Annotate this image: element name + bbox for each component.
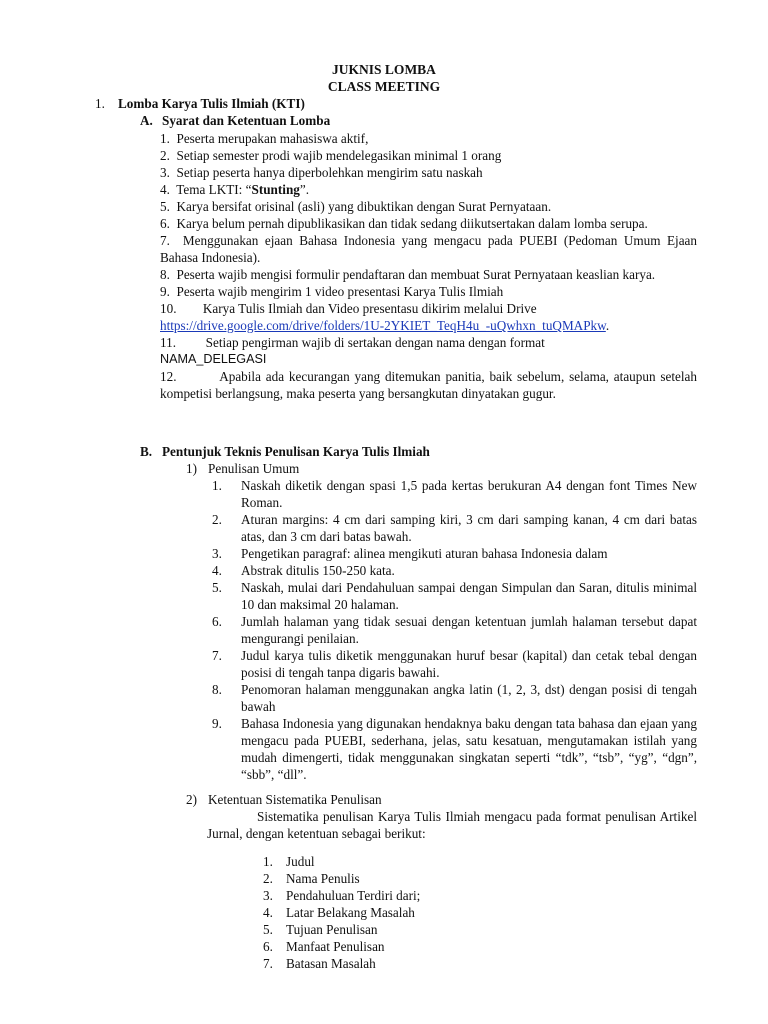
list-item xyxy=(263,904,563,921)
list-item xyxy=(212,647,697,681)
item-number: 8. xyxy=(160,267,170,282)
list-item xyxy=(212,562,697,579)
item-text: Latar Belakang Masalah xyxy=(286,905,415,920)
list-item xyxy=(160,181,697,198)
item-text: Nama Penulis xyxy=(286,871,360,886)
item-text: Menggunakan ejaan Bahasa Indonesia yang mengacu pada PUEBI (Pedoman Umum Ejaan Bahasa Indonesia). xyxy=(160,233,697,265)
section-b-title: Pentunjuk Teknis Penulisan Karya Tulis Ilmiah xyxy=(162,444,430,459)
list-item xyxy=(263,870,563,887)
list-item xyxy=(263,887,563,904)
list-item xyxy=(160,147,697,164)
list-item xyxy=(160,232,697,266)
item-number: 1. xyxy=(263,854,273,869)
item-text: Apabila ada kecurangan yang ditemukan panitia, baik sebelum, selama, ataupun setelah kompetisi berlangsung, maka peserta yang bersangkutan dinyatakan gugur. xyxy=(160,369,697,401)
item-text: Karya bersifat orisinal (asli) yang dibuktikan dengan Surat Pernyataan. xyxy=(176,199,552,214)
structure-list xyxy=(263,853,563,972)
list-item xyxy=(160,215,697,232)
subsection-2-number: 2) xyxy=(186,792,197,807)
item-text: Pendahuluan Terdiri dari; xyxy=(286,888,421,903)
item-text: Setiap pengirman wajib di sertakan dengan nama dengan format xyxy=(205,335,545,350)
list-item xyxy=(263,921,563,938)
drive-link[interactable]: https://drive.google.com/drive/folders/1U-2YKIET_TeqH4u_-uQwhxn_tuQMAPkw xyxy=(160,318,606,333)
list-item xyxy=(212,477,697,511)
doc-subtitle: CLASS MEETING xyxy=(327,79,441,94)
subsection-2-heading xyxy=(186,791,696,808)
list-item xyxy=(160,164,697,181)
item-text: Peserta wajib mengisi formulir pendaftaran dan membuat Surat Pernyataan keaslian karya. xyxy=(176,267,656,282)
item-text: Batasan Masalah xyxy=(286,956,376,971)
list-item xyxy=(263,938,563,955)
item-text: Judul xyxy=(286,854,315,869)
item-number: 7. xyxy=(263,956,273,971)
item-number: 8. xyxy=(212,682,222,697)
list-item xyxy=(263,955,563,972)
list-item xyxy=(212,613,697,647)
item-text: Karya belum pernah dipublikasikan dan tidak sedang diikutsertakan dalam lomba serupa. xyxy=(176,216,648,231)
theme-keyword: Stunting xyxy=(251,182,300,197)
list-item xyxy=(212,545,697,562)
item-number: 7. xyxy=(160,233,170,248)
list-item xyxy=(160,368,697,402)
list-item xyxy=(160,300,697,334)
item-number: 2. xyxy=(263,871,273,886)
item-text: Aturan margins: 4 cm dari samping kiri, 3 cm dari samping kanan, 4 cm dari batas atas, dan 3 cm dari batas bawah. xyxy=(241,512,697,544)
list-item xyxy=(263,853,563,870)
subsection-1-number: 1) xyxy=(186,461,197,476)
item-text: Setiap peserta hanya diperbolehkan mengirim satu naskah xyxy=(176,165,483,180)
rules-list xyxy=(160,130,697,402)
item-text: Peserta merupakan mahasiswa aktif, xyxy=(176,131,369,146)
item-number: 9. xyxy=(160,284,170,299)
item-text: . xyxy=(605,318,610,333)
general-writing-list xyxy=(212,477,697,783)
item-number: 4. xyxy=(160,182,170,197)
subsection-1-title: Penulisan Umum xyxy=(208,461,300,476)
item-number: 3. xyxy=(212,546,222,561)
list-item xyxy=(212,579,697,613)
item-number: 5. xyxy=(263,922,273,937)
item-text: ”. xyxy=(299,182,310,197)
item-text: Bahasa Indonesia yang digunakan hendaknya baku dengan tata bahasa dan ejaan yang mengacu pada PUEBI, sederhana, jelas, satu kesatuan, mengutamakan istilah yang mudah dimengerti, tidak menggunakan singkatan seperti “tdk”, “tsb”, “yg”, “dgn”, “sbb”, “dll”. xyxy=(241,716,697,782)
item-number: 7. xyxy=(212,648,222,663)
subsection-1-heading xyxy=(186,460,696,477)
item-text: Jumlah halaman yang tidak sesuai dengan ketentuan jumlah halaman tersebut dapat mengurangi penilaian. xyxy=(241,614,697,646)
list-item xyxy=(160,198,697,215)
section-b-heading xyxy=(140,443,700,460)
section-1-title: Lomba Karya Tulis Ilmiah (KTI) xyxy=(118,96,305,111)
item-number: 12. xyxy=(160,369,177,384)
item-number: 2. xyxy=(160,148,170,163)
format-code: NAMA_DELEGASI xyxy=(160,352,267,366)
item-number: 3. xyxy=(160,165,170,180)
item-number: 3. xyxy=(263,888,273,903)
item-number: 9. xyxy=(212,716,222,731)
list-item xyxy=(160,334,697,368)
item-number: 4. xyxy=(263,905,273,920)
item-number: 11. xyxy=(160,335,176,350)
systematics-paragraph: Sistematika penulisan Karya Tulis Ilmiah mengacu pada format penulisan Artikel Jurnal, dengan ketentuan sebagai berikut: xyxy=(207,809,697,841)
item-number: 2. xyxy=(212,512,222,527)
list-item xyxy=(212,715,697,783)
item-text: Tujuan Penulisan xyxy=(286,922,378,937)
item-number: 1. xyxy=(212,478,222,493)
section-a-title: Syarat dan Ketentuan Lomba xyxy=(162,113,331,128)
item-number: 6. xyxy=(263,939,273,954)
item-number: 5. xyxy=(212,580,222,595)
section-1-number: 1. xyxy=(95,96,105,111)
item-text: Setiap semester prodi wajib mendelegasikan minimal 1 orang xyxy=(176,148,502,163)
item-text: Abstrak ditulis 150-250 kata. xyxy=(241,563,395,578)
item-text: Naskah, mulai dari Pendahuluan sampai dengan Simpulan dan Saran, ditulis minimal 10 dan maksimal 20 halaman. xyxy=(241,580,697,612)
item-number: 4. xyxy=(212,563,222,578)
list-item xyxy=(212,681,697,715)
list-item xyxy=(160,130,697,147)
item-text: Peserta wajib mengirim 1 video presentasi Karya Tulis Ilmiah xyxy=(176,284,504,299)
item-number: 1. xyxy=(160,131,170,146)
section-a-number: A. xyxy=(140,113,153,128)
item-text: Judul karya tulis diketik menggunakan huruf besar (kapital) dan cetak tebal dengan posisi di tengah tanpa digaris bawahi. xyxy=(241,648,697,680)
doc-title: JUKNIS LOMBA xyxy=(332,62,436,77)
item-text: Tema LKTI: “ xyxy=(176,182,252,197)
section-a-heading xyxy=(140,112,700,129)
item-number: 6. xyxy=(160,216,170,231)
list-item xyxy=(160,266,697,283)
item-text: Pengetikan paragraf: alinea mengikuti aturan bahasa Indonesia dalam xyxy=(241,546,608,561)
item-number: 5. xyxy=(160,199,170,214)
section-b-number: B. xyxy=(140,444,153,459)
item-text: Karya Tulis Ilmiah dan Video presentasu dikirim melalui Drive xyxy=(202,301,537,316)
item-number: 10. xyxy=(160,301,177,316)
list-item xyxy=(160,283,697,300)
item-text: Manfaat Penulisan xyxy=(286,939,385,954)
subsection-2-title: Ketentuan Sistematika Penulisan xyxy=(208,792,382,807)
item-number: 6. xyxy=(212,614,222,629)
item-text: Penomoran halaman menggunakan angka latin (1, 2, 3, dst) dengan posisi di tengah bawah xyxy=(241,682,697,714)
item-text: Naskah diketik dengan spasi 1,5 pada kertas berukuran A4 dengan font Times New Roman. xyxy=(241,478,697,510)
list-item xyxy=(212,511,697,545)
